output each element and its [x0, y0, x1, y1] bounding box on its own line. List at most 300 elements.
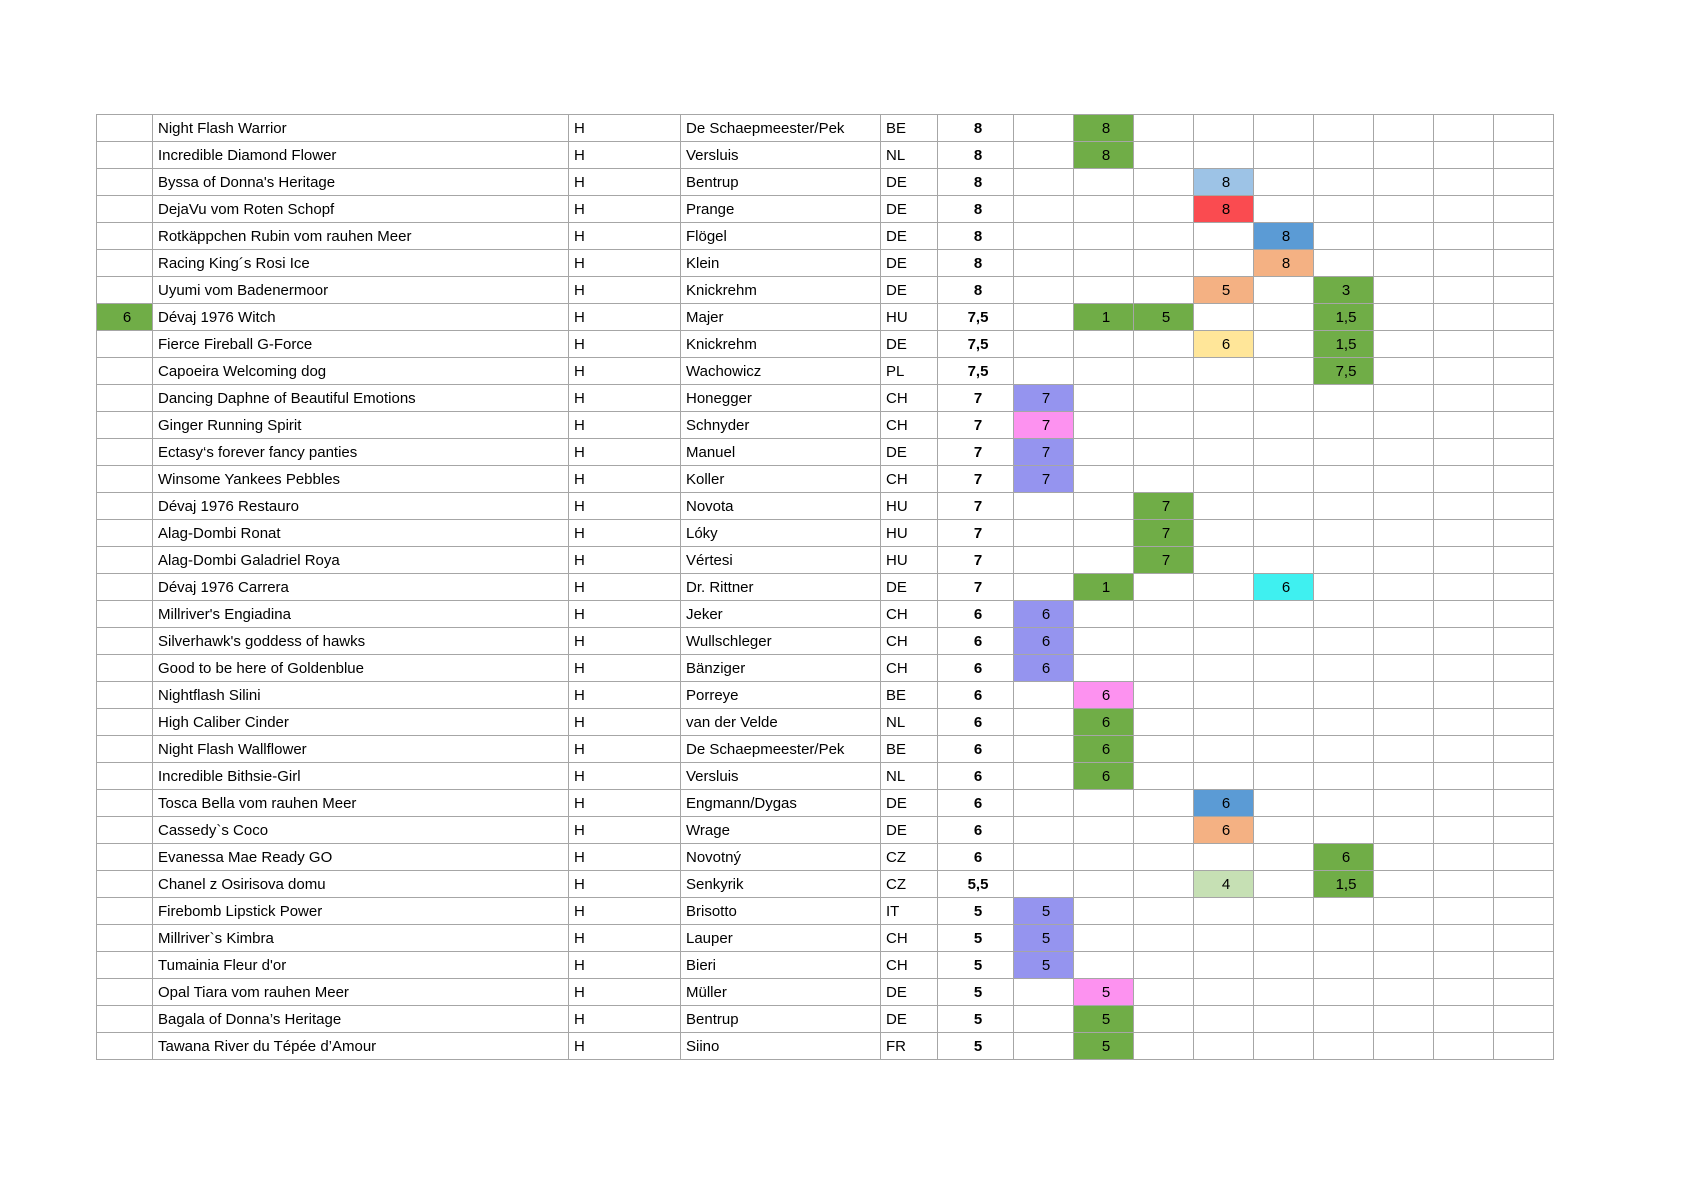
country-cell[interactable]: CH: [881, 952, 938, 979]
country-cell[interactable]: CH: [881, 412, 938, 439]
owner-cell[interactable]: Bieri: [681, 952, 881, 979]
mark-cell[interactable]: [1434, 250, 1494, 277]
pre-cell[interactable]: [97, 385, 153, 412]
mark-cell[interactable]: [1074, 898, 1134, 925]
mark-cell[interactable]: [1194, 628, 1254, 655]
country-cell[interactable]: DE: [881, 277, 938, 304]
pre-cell[interactable]: [97, 1033, 153, 1060]
mark-cell[interactable]: [1434, 574, 1494, 601]
mark-cell[interactable]: [1374, 898, 1434, 925]
sex-cell[interactable]: H: [569, 898, 681, 925]
mark-cell[interactable]: [1494, 1033, 1554, 1060]
mark-cell[interactable]: 1,5: [1314, 304, 1374, 331]
mark-cell[interactable]: [1134, 709, 1194, 736]
mark-cell[interactable]: [1434, 682, 1494, 709]
mark-cell[interactable]: [1434, 223, 1494, 250]
mark-cell[interactable]: [1254, 952, 1314, 979]
country-cell[interactable]: NL: [881, 709, 938, 736]
mark-cell[interactable]: [1014, 574, 1074, 601]
mark-cell[interactable]: [1074, 466, 1134, 493]
owner-cell[interactable]: Brisotto: [681, 898, 881, 925]
mark-cell[interactable]: [1134, 790, 1194, 817]
mark-cell[interactable]: [1374, 331, 1434, 358]
name-cell[interactable]: Firebomb Lipstick Power: [153, 898, 569, 925]
mark-cell[interactable]: [1374, 574, 1434, 601]
sex-cell[interactable]: H: [569, 1033, 681, 1060]
score-cell[interactable]: 6: [938, 628, 1014, 655]
country-cell[interactable]: HU: [881, 520, 938, 547]
mark-cell[interactable]: [1074, 196, 1134, 223]
mark-cell[interactable]: 6: [1074, 709, 1134, 736]
country-cell[interactable]: IT: [881, 898, 938, 925]
country-cell[interactable]: CZ: [881, 871, 938, 898]
mark-cell[interactable]: [1254, 493, 1314, 520]
mark-cell[interactable]: [1374, 736, 1434, 763]
owner-cell[interactable]: Dr. Rittner: [681, 574, 881, 601]
mark-cell[interactable]: [1134, 169, 1194, 196]
score-cell[interactable]: 7: [938, 547, 1014, 574]
score-cell[interactable]: 7: [938, 520, 1014, 547]
mark-cell[interactable]: [1194, 574, 1254, 601]
sex-cell[interactable]: H: [569, 763, 681, 790]
mark-cell[interactable]: 6: [1254, 574, 1314, 601]
mark-cell[interactable]: [1014, 736, 1074, 763]
sex-cell[interactable]: H: [569, 682, 681, 709]
mark-cell[interactable]: 7: [1134, 493, 1194, 520]
owner-cell[interactable]: Versluis: [681, 763, 881, 790]
score-cell[interactable]: 7,5: [938, 358, 1014, 385]
mark-cell[interactable]: [1314, 439, 1374, 466]
mark-cell[interactable]: 5: [1074, 1006, 1134, 1033]
sex-cell[interactable]: H: [569, 871, 681, 898]
mark-cell[interactable]: [1374, 385, 1434, 412]
mark-cell[interactable]: [1134, 925, 1194, 952]
country-cell[interactable]: DE: [881, 223, 938, 250]
mark-cell[interactable]: [1494, 1006, 1554, 1033]
pre-cell[interactable]: [97, 547, 153, 574]
country-cell[interactable]: CH: [881, 385, 938, 412]
sex-cell[interactable]: H: [569, 493, 681, 520]
score-cell[interactable]: 7: [938, 493, 1014, 520]
pre-cell[interactable]: [97, 142, 153, 169]
mark-cell[interactable]: [1494, 520, 1554, 547]
pre-cell[interactable]: [97, 412, 153, 439]
mark-cell[interactable]: [1434, 493, 1494, 520]
mark-cell[interactable]: [1134, 898, 1194, 925]
owner-cell[interactable]: Prange: [681, 196, 881, 223]
mark-cell[interactable]: [1314, 466, 1374, 493]
mark-cell[interactable]: [1314, 763, 1374, 790]
mark-cell[interactable]: [1494, 574, 1554, 601]
score-cell[interactable]: 6: [938, 736, 1014, 763]
name-cell[interactable]: Tumainia Fleur d'or: [153, 952, 569, 979]
score-cell[interactable]: 8: [938, 196, 1014, 223]
mark-cell[interactable]: [1074, 412, 1134, 439]
mark-cell[interactable]: [1074, 331, 1134, 358]
pre-cell[interactable]: [97, 628, 153, 655]
mark-cell[interactable]: [1074, 169, 1134, 196]
mark-cell[interactable]: [1254, 331, 1314, 358]
mark-cell[interactable]: [1434, 547, 1494, 574]
mark-cell[interactable]: [1434, 169, 1494, 196]
mark-cell[interactable]: [1494, 601, 1554, 628]
pre-cell[interactable]: [97, 736, 153, 763]
owner-cell[interactable]: Senkyrik: [681, 871, 881, 898]
mark-cell[interactable]: [1314, 655, 1374, 682]
name-cell[interactable]: Bagala of Donna’s Heritage: [153, 1006, 569, 1033]
mark-cell[interactable]: [1014, 871, 1074, 898]
mark-cell[interactable]: 8: [1254, 250, 1314, 277]
name-cell[interactable]: Silverhawk's goddess of hawks: [153, 628, 569, 655]
score-cell[interactable]: 5: [938, 1033, 1014, 1060]
mark-cell[interactable]: 8: [1194, 169, 1254, 196]
mark-cell[interactable]: [1194, 898, 1254, 925]
mark-cell[interactable]: [1014, 520, 1074, 547]
score-cell[interactable]: 6: [938, 844, 1014, 871]
mark-cell[interactable]: [1494, 277, 1554, 304]
mark-cell[interactable]: [1254, 790, 1314, 817]
mark-cell[interactable]: [1134, 412, 1194, 439]
mark-cell[interactable]: [1014, 1006, 1074, 1033]
mark-cell[interactable]: [1134, 628, 1194, 655]
mark-cell[interactable]: [1374, 196, 1434, 223]
owner-cell[interactable]: Knickrehm: [681, 277, 881, 304]
mark-cell[interactable]: [1434, 790, 1494, 817]
mark-cell[interactable]: [1134, 439, 1194, 466]
mark-cell[interactable]: [1134, 196, 1194, 223]
mark-cell[interactable]: [1134, 952, 1194, 979]
mark-cell[interactable]: [1014, 223, 1074, 250]
pre-cell[interactable]: [97, 574, 153, 601]
mark-cell[interactable]: [1434, 655, 1494, 682]
pre-cell[interactable]: [97, 277, 153, 304]
mark-cell[interactable]: 5: [1134, 304, 1194, 331]
score-cell[interactable]: 6: [938, 601, 1014, 628]
score-cell[interactable]: 8: [938, 169, 1014, 196]
mark-cell[interactable]: [1314, 250, 1374, 277]
score-cell[interactable]: 7,5: [938, 304, 1014, 331]
mark-cell[interactable]: [1434, 304, 1494, 331]
mark-cell[interactable]: [1254, 439, 1314, 466]
name-cell[interactable]: Tawana River du Tépée d’Amour: [153, 1033, 569, 1060]
pre-cell[interactable]: [97, 790, 153, 817]
pre-cell[interactable]: [97, 169, 153, 196]
sex-cell[interactable]: H: [569, 601, 681, 628]
mark-cell[interactable]: [1374, 493, 1434, 520]
mark-cell[interactable]: [1254, 844, 1314, 871]
owner-cell[interactable]: Bentrup: [681, 169, 881, 196]
mark-cell[interactable]: [1434, 358, 1494, 385]
mark-cell[interactable]: [1494, 223, 1554, 250]
sex-cell[interactable]: H: [569, 277, 681, 304]
mark-cell[interactable]: 1: [1074, 304, 1134, 331]
country-cell[interactable]: BE: [881, 115, 938, 142]
mark-cell[interactable]: 5: [1014, 898, 1074, 925]
country-cell[interactable]: CH: [881, 925, 938, 952]
country-cell[interactable]: BE: [881, 682, 938, 709]
mark-cell[interactable]: [1014, 817, 1074, 844]
name-cell[interactable]: Night Flash Warrior: [153, 115, 569, 142]
mark-cell[interactable]: [1434, 817, 1494, 844]
pre-cell[interactable]: [97, 1006, 153, 1033]
sex-cell[interactable]: H: [569, 520, 681, 547]
mark-cell[interactable]: [1494, 412, 1554, 439]
owner-cell[interactable]: Novotný: [681, 844, 881, 871]
country-cell[interactable]: NL: [881, 142, 938, 169]
score-cell[interactable]: 5: [938, 1006, 1014, 1033]
owner-cell[interactable]: De Schaepmeester/Pek: [681, 115, 881, 142]
score-cell[interactable]: 8: [938, 250, 1014, 277]
mark-cell[interactable]: [1134, 844, 1194, 871]
score-cell[interactable]: 7,5: [938, 331, 1014, 358]
mark-cell[interactable]: 7: [1134, 547, 1194, 574]
owner-cell[interactable]: Wullschleger: [681, 628, 881, 655]
country-cell[interactable]: HU: [881, 493, 938, 520]
mark-cell[interactable]: 6: [1074, 736, 1134, 763]
mark-cell[interactable]: [1254, 925, 1314, 952]
sex-cell[interactable]: H: [569, 142, 681, 169]
mark-cell[interactable]: [1434, 520, 1494, 547]
pre-cell[interactable]: [97, 925, 153, 952]
mark-cell[interactable]: [1134, 466, 1194, 493]
mark-cell[interactable]: 5: [1194, 277, 1254, 304]
mark-cell[interactable]: [1494, 655, 1554, 682]
score-cell[interactable]: 5,5: [938, 871, 1014, 898]
mark-cell[interactable]: [1194, 952, 1254, 979]
pre-cell[interactable]: [97, 250, 153, 277]
mark-cell[interactable]: [1134, 358, 1194, 385]
mark-cell[interactable]: [1374, 1033, 1434, 1060]
pre-cell[interactable]: [97, 871, 153, 898]
mark-cell[interactable]: 6: [1314, 844, 1374, 871]
mark-cell[interactable]: [1314, 898, 1374, 925]
mark-cell[interactable]: [1374, 952, 1434, 979]
mark-cell[interactable]: 7: [1014, 385, 1074, 412]
mark-cell[interactable]: [1014, 547, 1074, 574]
mark-cell[interactable]: [1434, 871, 1494, 898]
mark-cell[interactable]: [1434, 1006, 1494, 1033]
mark-cell[interactable]: [1494, 952, 1554, 979]
mark-cell[interactable]: 6: [1194, 817, 1254, 844]
name-cell[interactable]: Tosca Bella vom rauhen Meer: [153, 790, 569, 817]
owner-cell[interactable]: Bentrup: [681, 1006, 881, 1033]
pre-cell[interactable]: [97, 493, 153, 520]
country-cell[interactable]: CH: [881, 655, 938, 682]
sex-cell[interactable]: H: [569, 1006, 681, 1033]
mark-cell[interactable]: [1254, 1033, 1314, 1060]
mark-cell[interactable]: 3: [1314, 277, 1374, 304]
mark-cell[interactable]: [1074, 493, 1134, 520]
sex-cell[interactable]: H: [569, 817, 681, 844]
sex-cell[interactable]: H: [569, 412, 681, 439]
name-cell[interactable]: Incredible Bithsie-Girl: [153, 763, 569, 790]
mark-cell[interactable]: [1494, 763, 1554, 790]
mark-cell[interactable]: [1494, 871, 1554, 898]
pre-cell[interactable]: [97, 358, 153, 385]
mark-cell[interactable]: [1074, 655, 1134, 682]
mark-cell[interactable]: [1194, 547, 1254, 574]
mark-cell[interactable]: [1494, 385, 1554, 412]
country-cell[interactable]: CH: [881, 628, 938, 655]
mark-cell[interactable]: [1434, 925, 1494, 952]
sex-cell[interactable]: H: [569, 331, 681, 358]
mark-cell[interactable]: [1134, 979, 1194, 1006]
mark-cell[interactable]: [1314, 790, 1374, 817]
mark-cell[interactable]: [1014, 196, 1074, 223]
score-cell[interactable]: 7: [938, 412, 1014, 439]
mark-cell[interactable]: [1374, 115, 1434, 142]
mark-cell[interactable]: [1194, 655, 1254, 682]
mark-cell[interactable]: 6: [1014, 601, 1074, 628]
name-cell[interactable]: Dévaj 1976 Restauro: [153, 493, 569, 520]
mark-cell[interactable]: [1314, 142, 1374, 169]
mark-cell[interactable]: [1314, 979, 1374, 1006]
sex-cell[interactable]: H: [569, 547, 681, 574]
country-cell[interactable]: DE: [881, 790, 938, 817]
score-cell[interactable]: 6: [938, 817, 1014, 844]
mark-cell[interactable]: [1254, 628, 1314, 655]
mark-cell[interactable]: [1194, 520, 1254, 547]
sex-cell[interactable]: H: [569, 169, 681, 196]
name-cell[interactable]: Night Flash Wallflower: [153, 736, 569, 763]
mark-cell[interactable]: [1494, 493, 1554, 520]
country-cell[interactable]: DE: [881, 574, 938, 601]
country-cell[interactable]: FR: [881, 1033, 938, 1060]
mark-cell[interactable]: 6: [1074, 763, 1134, 790]
mark-cell[interactable]: [1194, 493, 1254, 520]
mark-cell[interactable]: [1434, 844, 1494, 871]
mark-cell[interactable]: 6: [1194, 331, 1254, 358]
sex-cell[interactable]: H: [569, 979, 681, 1006]
mark-cell[interactable]: 5: [1074, 979, 1134, 1006]
owner-cell[interactable]: Klein: [681, 250, 881, 277]
mark-cell[interactable]: [1374, 601, 1434, 628]
pre-cell[interactable]: [97, 196, 153, 223]
mark-cell[interactable]: [1494, 358, 1554, 385]
mark-cell[interactable]: [1374, 142, 1434, 169]
mark-cell[interactable]: [1074, 925, 1134, 952]
sex-cell[interactable]: H: [569, 196, 681, 223]
mark-cell[interactable]: [1374, 520, 1434, 547]
mark-cell[interactable]: [1494, 250, 1554, 277]
country-cell[interactable]: BE: [881, 736, 938, 763]
name-cell[interactable]: Chanel z Osirisova domu: [153, 871, 569, 898]
name-cell[interactable]: Nightflash Silini: [153, 682, 569, 709]
mark-cell[interactable]: [1194, 763, 1254, 790]
owner-cell[interactable]: Siino: [681, 1033, 881, 1060]
mark-cell[interactable]: [1074, 844, 1134, 871]
pre-cell[interactable]: [97, 520, 153, 547]
score-cell[interactable]: 7: [938, 466, 1014, 493]
mark-cell[interactable]: [1494, 844, 1554, 871]
mark-cell[interactable]: [1194, 1033, 1254, 1060]
mark-cell[interactable]: [1194, 358, 1254, 385]
mark-cell[interactable]: [1494, 304, 1554, 331]
mark-cell[interactable]: [1254, 277, 1314, 304]
score-cell[interactable]: 6: [938, 682, 1014, 709]
name-cell[interactable]: Uyumi vom Badenermoor: [153, 277, 569, 304]
mark-cell[interactable]: [1254, 871, 1314, 898]
mark-cell[interactable]: [1494, 331, 1554, 358]
mark-cell[interactable]: [1374, 844, 1434, 871]
mark-cell[interactable]: 8: [1254, 223, 1314, 250]
mark-cell[interactable]: [1254, 466, 1314, 493]
pre-cell[interactable]: [97, 844, 153, 871]
mark-cell[interactable]: [1434, 601, 1494, 628]
mark-cell[interactable]: [1014, 790, 1074, 817]
mark-cell[interactable]: [1314, 628, 1374, 655]
owner-cell[interactable]: van der Velde: [681, 709, 881, 736]
score-cell[interactable]: 7: [938, 439, 1014, 466]
mark-cell[interactable]: [1254, 304, 1314, 331]
score-cell[interactable]: 5: [938, 925, 1014, 952]
mark-cell[interactable]: [1494, 466, 1554, 493]
owner-cell[interactable]: Novota: [681, 493, 881, 520]
mark-cell[interactable]: [1434, 1033, 1494, 1060]
mark-cell[interactable]: [1194, 736, 1254, 763]
mark-cell[interactable]: [1314, 547, 1374, 574]
mark-cell[interactable]: [1014, 493, 1074, 520]
mark-cell[interactable]: [1494, 628, 1554, 655]
mark-cell[interactable]: [1494, 196, 1554, 223]
owner-cell[interactable]: Manuel: [681, 439, 881, 466]
mark-cell[interactable]: [1074, 520, 1134, 547]
pre-cell[interactable]: [97, 223, 153, 250]
mark-cell[interactable]: [1434, 763, 1494, 790]
mark-cell[interactable]: [1374, 682, 1434, 709]
name-cell[interactable]: Dancing Daphne of Beautiful Emotions: [153, 385, 569, 412]
mark-cell[interactable]: [1134, 763, 1194, 790]
sex-cell[interactable]: H: [569, 385, 681, 412]
mark-cell[interactable]: [1134, 385, 1194, 412]
name-cell[interactable]: Fierce Fireball G-Force: [153, 331, 569, 358]
mark-cell[interactable]: [1194, 142, 1254, 169]
mark-cell[interactable]: 7: [1014, 412, 1074, 439]
mark-cell[interactable]: [1014, 115, 1074, 142]
owner-cell[interactable]: De Schaepmeester/Pek: [681, 736, 881, 763]
mark-cell[interactable]: [1194, 115, 1254, 142]
mark-cell[interactable]: 5: [1074, 1033, 1134, 1060]
mark-cell[interactable]: [1074, 223, 1134, 250]
pre-cell[interactable]: [97, 115, 153, 142]
name-cell[interactable]: Dévaj 1976 Carrera: [153, 574, 569, 601]
mark-cell[interactable]: [1134, 115, 1194, 142]
mark-cell[interactable]: [1074, 952, 1134, 979]
mark-cell[interactable]: [1074, 601, 1134, 628]
owner-cell[interactable]: Honegger: [681, 385, 881, 412]
mark-cell[interactable]: [1254, 520, 1314, 547]
mark-cell[interactable]: [1254, 979, 1314, 1006]
mark-cell[interactable]: [1434, 736, 1494, 763]
mark-cell[interactable]: [1374, 250, 1434, 277]
mark-cell[interactable]: [1314, 412, 1374, 439]
mark-cell[interactable]: [1374, 547, 1434, 574]
mark-cell[interactable]: [1194, 466, 1254, 493]
mark-cell[interactable]: 6: [1074, 682, 1134, 709]
score-cell[interactable]: 8: [938, 115, 1014, 142]
mark-cell[interactable]: [1134, 142, 1194, 169]
mark-cell[interactable]: [1194, 385, 1254, 412]
sex-cell[interactable]: H: [569, 655, 681, 682]
mark-cell[interactable]: [1254, 817, 1314, 844]
score-cell[interactable]: 6: [938, 763, 1014, 790]
mark-cell[interactable]: [1194, 682, 1254, 709]
name-cell[interactable]: Rotkäppchen Rubin vom rauhen Meer: [153, 223, 569, 250]
mark-cell[interactable]: [1134, 250, 1194, 277]
sex-cell[interactable]: H: [569, 736, 681, 763]
name-cell[interactable]: Millriver`s Kimbra: [153, 925, 569, 952]
score-cell[interactable]: 5: [938, 952, 1014, 979]
